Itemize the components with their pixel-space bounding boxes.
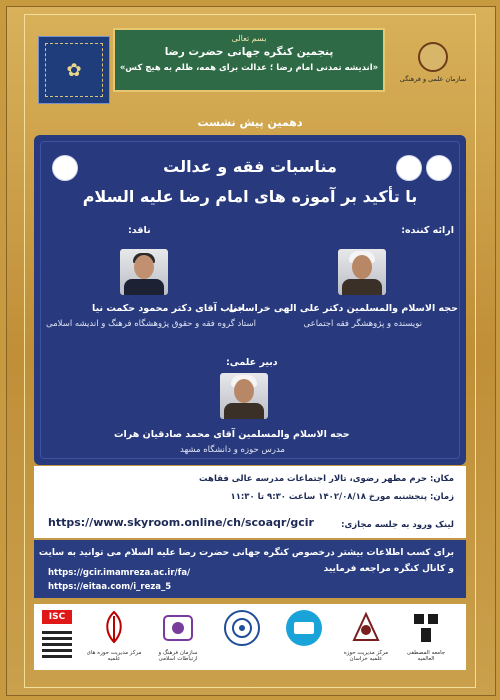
event-info [34, 466, 466, 538]
secretary-name: حجه الاسلام والمسلمین آقای محمد صادقیان هرات [114, 429, 350, 440]
secretary-photo [220, 373, 268, 419]
calligraphy-icon: ✿ [45, 43, 103, 97]
more-info-line1: برای کسب اطلاعات بیشتر درخصوص کنگره جهانی حضرت رضا علیه السلام می توانید به سایت [38, 548, 454, 558]
sponsor-logos [34, 604, 466, 670]
presenter-label: ارائه کننده: [401, 225, 454, 236]
event-time: زمان: پنجشنبه مورخ ۱۴۰۲/۰۸/۱۸ ساعت ۹:۳۰ تا ۱۱:۳۰ [230, 492, 454, 502]
congress-title: پنجمین کنگره جهانی حضرت رضا [164, 46, 334, 58]
logo-caption-2: سازمان فرهنگ و ارتباطات اسلامی [158, 650, 198, 662]
isc-logo: ISC [42, 610, 72, 624]
event-place: مکان: حرم مطهر رضوی، تالار اجتماعات مدرسه عالی فقاهت [199, 474, 454, 484]
event-subtitle: با تأکید بر آموزه های امام رضا علیه السلام [82, 187, 418, 206]
organization-caption: سازمان علمی و فرهنگی [399, 75, 467, 83]
bismillah-text: بسم تعالی [231, 34, 267, 43]
critic-description: استاد گروه فقه و حقوق پژوهشگاه فرهنگ و اندیشه اسلامی [46, 319, 256, 329]
virtual-session-link[interactable]: https://www.skyroom.online/ch/scoaqr/gcir [48, 516, 314, 529]
presenter-description: نویسنده و پژوهشگر فقه اجتماعی [303, 319, 422, 329]
university-tv-icon [284, 608, 324, 648]
qr-code [42, 628, 72, 658]
secretary-label: دبیر علمی: [226, 357, 278, 368]
almustafa-university-icon [406, 608, 446, 648]
congress-channel-link[interactable]: https://eitaa.com/i_reza_5 [48, 582, 172, 592]
congress-site-link[interactable]: https://gcir.imamreza.ac.ir/fa/ [48, 568, 191, 578]
critic-label: ناقد: [128, 225, 151, 236]
logo-caption-1: مرکز مدیریت حوزه های علمیه [86, 650, 142, 662]
main-panel [34, 135, 466, 465]
more-info [34, 540, 466, 598]
logo-caption-3: مرکز مدیریت حوزه علمیه خراسان [343, 650, 389, 662]
organization-logo [398, 42, 468, 98]
congress-theme: «اندیشه تمدنی امام رضا ؛ عدالت برای همه، ظلم به هیچ کس» [119, 63, 379, 73]
congress-banner [113, 28, 385, 92]
seminary-khorasan-icon [346, 608, 386, 648]
critic-name: جناب آقای دکتر محمود حکمت نیا [92, 303, 245, 314]
organization-emblem-icon [418, 42, 448, 72]
more-info-line2: و کانال کنگره مراجعه فرمایید [323, 564, 454, 574]
iran-emblem-icon [94, 608, 134, 648]
university-seal-icon [222, 608, 262, 648]
congress-calligraphy-logo [38, 36, 110, 104]
culture-org-icon [158, 608, 198, 648]
event-title: مناسبات فقه و عدالت [163, 157, 337, 176]
critic-photo [120, 249, 168, 295]
secretary-description: مدرس حوزه و دانشگاه مشهد [180, 445, 285, 455]
session-number: دهمین پیش نشست [197, 116, 303, 129]
presenter-name: حجه الاسلام والمسلمین دکتر علی الهی خراسانی [228, 303, 458, 314]
logo-caption-4: جامعه المصطفی العالمیه [406, 650, 446, 662]
virtual-link-label: لینک ورود به جلسه مجازی: [341, 520, 454, 530]
presenter-photo [338, 249, 386, 295]
